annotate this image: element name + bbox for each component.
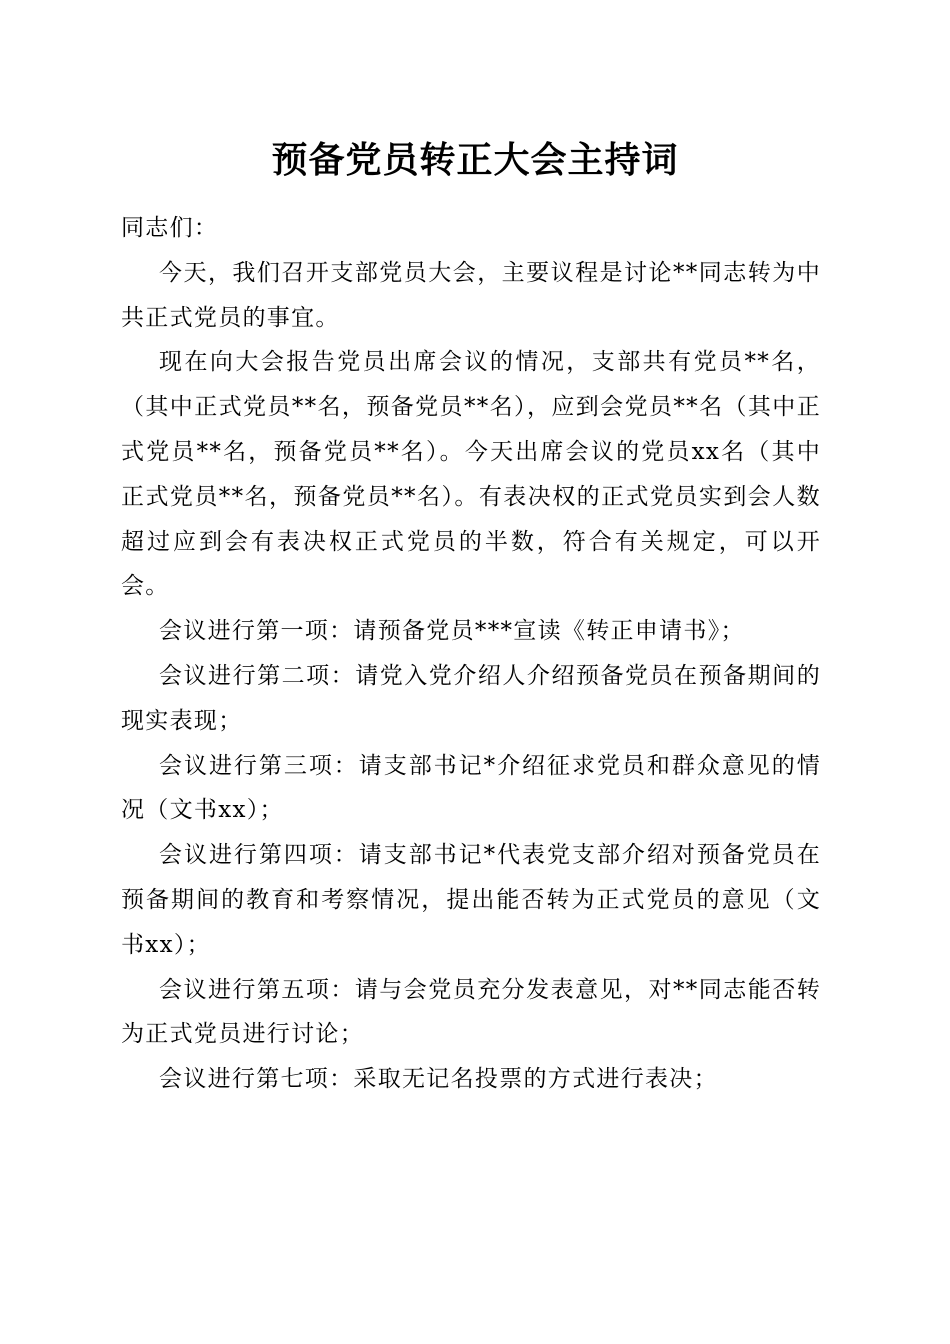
paragraph-opening: 今天，我们召开支部党员大会，主要议程是讨论**同志转为中共正式党员的事宜。: [121, 259, 821, 331]
agenda-item-2: 会议进行第二项：请党入党介绍人介绍预备党员在预备期间的现实表现；: [121, 662, 821, 734]
document-title: 预备党员转正大会主持词: [271, 139, 679, 181]
agenda-item-1: 会议进行第一项：请预备党员***宣读《转正申请书》；: [159, 618, 745, 645]
salutation: 同志们：: [121, 215, 219, 241]
agenda-item-5: 会议进行第五项：请与会党员充分发表意见，对**同志能否转为正式党员进行讨论；: [121, 976, 821, 1048]
agenda-item-7: 会议进行第七项：采取无记名投票的方式进行表决；: [159, 1066, 718, 1093]
agenda-item-4: 会议进行第四项：请支部书记*代表党支部介绍对预备党员在预备期间的教育和考察情况，提出能否转为正式党员的意见（文书xx）；: [121, 842, 821, 958]
agenda-item-3: 会议进行第三项：请支部书记*介绍征求党员和群众意见的情况（文书xx）；: [121, 752, 821, 824]
paragraph-attendance-report: 现在向大会报告党员出席会议的情况，支部共有党员**名，（其中正式党员**名，预备党员**名），应到会党员**名（其中正式党员**名，预备党员**名）。今天出席会议的党员xx名（其中正式党员**名，预备党员**名）。有表决权的正式党员实到会人数超过应到会有表决权正式党员的半数，符合有关规定，可以开会。: [121, 349, 821, 600]
document-body: [121, 206, 821, 1102]
